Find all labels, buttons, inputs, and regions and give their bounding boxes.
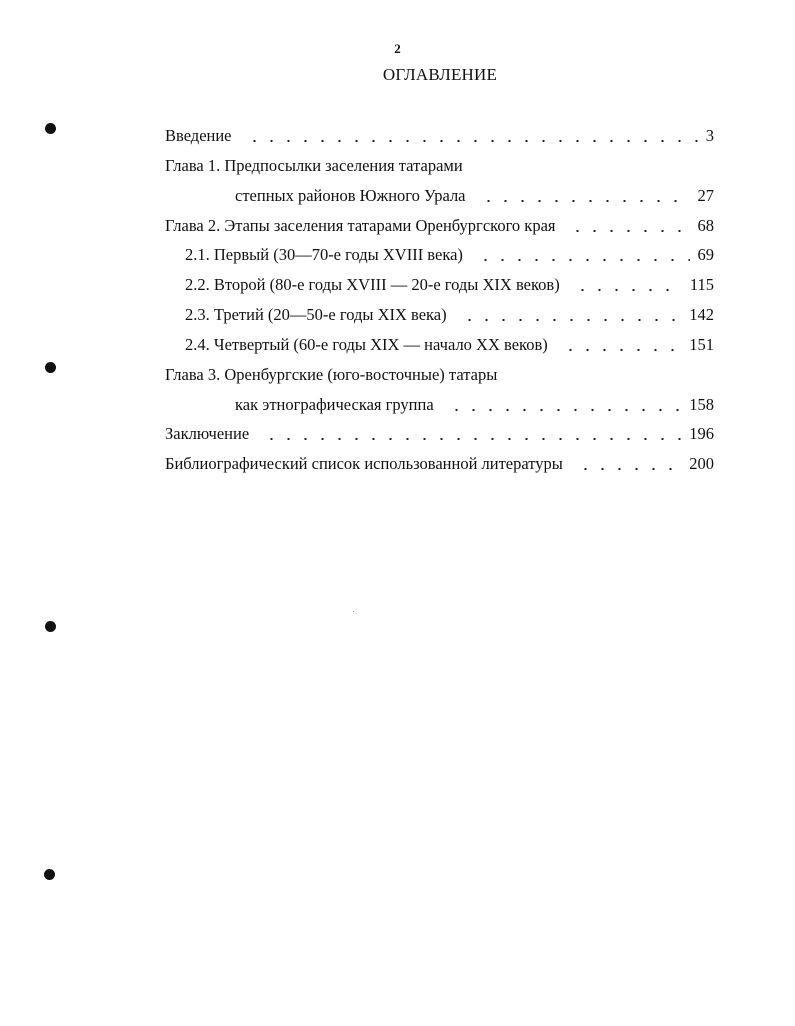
toc-entry-page: 3 <box>705 126 714 145</box>
toc-entry-label: как этнографическая группа <box>235 395 434 414</box>
dot-leader <box>246 139 698 143</box>
toc-entry-label: Глава 3. Оренбургские (юго-восточные) татары <box>165 365 498 384</box>
toc-entry-label: Введение <box>165 126 232 145</box>
toc-entry-label: 2.1. Первый (30—70-е годы XVIII века) <box>185 245 463 264</box>
binder-hole-mark <box>45 362 56 373</box>
toc-entry-page: 151 <box>689 335 714 354</box>
toc-entry-section-2-3 <box>185 304 714 326</box>
toc-entry-page: 27 <box>697 186 714 205</box>
dot-leader <box>577 467 681 471</box>
binder-hole-mark <box>44 869 55 880</box>
toc-entry-page: 142 <box>689 305 714 324</box>
toc-entry-page: 196 <box>689 424 714 443</box>
toc-entry-label: Глава 1. Предпосылки заселения татарами <box>165 156 463 175</box>
dot-leader <box>480 199 690 203</box>
toc-entry-label: Библиографический список использованной литературы <box>165 454 563 473</box>
dot-leader <box>511 378 706 382</box>
toc-entry-section-2-2 <box>185 274 714 296</box>
toc-entry-section-2-1 <box>185 244 714 266</box>
toc-entry-page: 200 <box>689 454 714 473</box>
binder-hole-mark <box>45 123 56 134</box>
toc-entry-label: 2.2. Второй (80-е годы XVIII — 20-е годы XIX веков) <box>185 275 560 294</box>
toc-entry-label: Глава 2. Этапы заселения татарами Оренбургского края <box>165 216 556 235</box>
toc-entry-label: 2.4. Четвертый (60-е годы XIX — начало XX веков) <box>185 335 548 354</box>
toc-entry-chapter-1-continued <box>235 185 714 207</box>
toc-entry-introduction <box>165 125 714 147</box>
dot-leader <box>448 408 682 412</box>
toc-entry-page: 158 <box>689 395 714 414</box>
page-number: 2 <box>394 41 401 56</box>
toc-entry-section-2-4 <box>185 334 714 356</box>
dot-leader <box>562 348 682 352</box>
dot-leader <box>477 258 690 262</box>
toc-entry-bibliography <box>165 453 714 475</box>
toc-entry-conclusion <box>165 423 714 445</box>
toc-entry-chapter-1 <box>165 155 714 177</box>
dot-leader <box>477 169 706 173</box>
toc-entry-chapter-3-continued <box>235 394 714 416</box>
toc-entry-label: степных районов Южного Урала <box>235 186 466 205</box>
toc-entry-page: 115 <box>689 275 714 294</box>
toc-title: ОГЛАВЛЕНИЕ <box>382 65 498 84</box>
toc-entry-page: 69 <box>697 245 714 264</box>
dot-leader <box>263 437 681 441</box>
dot-leader <box>461 318 682 322</box>
dot-leader <box>569 229 689 233</box>
scan-speck <box>353 611 354 612</box>
toc-entry-label: Заключение <box>165 424 250 443</box>
toc-entry-page: 68 <box>697 216 714 235</box>
binder-hole-mark <box>45 621 56 632</box>
toc-entry-chapter-3 <box>165 364 714 386</box>
dot-leader <box>574 288 682 292</box>
toc-entry-label: 2.3. Третий (20—50-е годы XIX века) <box>185 305 447 324</box>
toc-entry-chapter-2 <box>165 215 714 237</box>
